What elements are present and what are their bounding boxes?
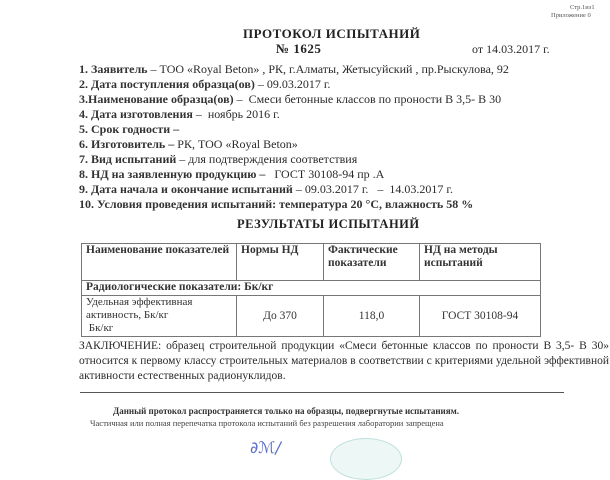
protocol-number: № 1625 xyxy=(276,41,322,56)
info-item-value: – ТОО «Royal Beton» , РК, г.Алматы, Жетысуйский , пр.Рыскулова, 92 xyxy=(147,62,509,76)
table-row xyxy=(82,296,541,337)
info-item xyxy=(79,152,357,167)
info-item xyxy=(79,182,453,197)
appendix-label: Приложение 0 xyxy=(551,12,591,19)
info-item-label: 6. Изготовитель – xyxy=(79,137,178,151)
col-header-norm: Нормы НД xyxy=(237,244,324,281)
signature: ∂ℳ/ xyxy=(250,438,281,457)
info-item-label: 2. Дата поступления образца(ов) xyxy=(79,77,255,91)
divider xyxy=(80,392,564,393)
table-header-row xyxy=(82,244,541,281)
info-item-label: 7. Вид испытаний xyxy=(79,152,177,166)
info-item-value: – ноябрь 2016 г. xyxy=(192,107,280,121)
document-title: ПРОТОКОЛ ИСПЫТАНИЙ xyxy=(243,26,421,41)
info-item-label: 5. Срок годности – xyxy=(79,122,180,136)
info-item-value: – 09.03.2017 г. – 14.03.2017 г. xyxy=(292,182,453,196)
section-row xyxy=(82,281,541,296)
info-item-value: РК, ТОО «Royal Beton» xyxy=(177,137,298,151)
info-item xyxy=(79,62,509,77)
col-header-method: НД на методы испытаний xyxy=(420,244,541,281)
cell-method: ГОСТ 30108-94 xyxy=(420,296,541,337)
indicator-line2: активность, Бк/кг xyxy=(86,309,169,321)
cell-actual: 118,0 xyxy=(324,296,420,337)
info-item-value: – Смеси бетонные классов по проности В 3,5- В 30 xyxy=(233,92,502,106)
info-item-label: 4. Дата изготовления xyxy=(79,107,193,121)
section-label: Радиологические показатели: Бк/кг xyxy=(82,281,541,296)
info-item-label: 1. Заявитель xyxy=(79,62,148,76)
info-item-value: – 09.03.2017 г. xyxy=(254,77,331,91)
cell-indicator-name xyxy=(82,296,237,337)
page-counter: Стр.1из1 xyxy=(570,4,595,11)
results-table xyxy=(81,243,541,337)
protocol-date: от 14.03.2017 г. xyxy=(472,42,550,56)
col-header-actual: Фактические показатели xyxy=(324,244,420,281)
indicator-line3: Бк/кг xyxy=(86,322,114,334)
info-item xyxy=(79,167,384,182)
info-item xyxy=(79,122,179,137)
info-item xyxy=(79,197,473,212)
info-item xyxy=(79,92,501,107)
info-item-label: 8. НД на заявленную продукцию – xyxy=(79,167,266,181)
info-item-label: 3.Наименование образца(ов) xyxy=(79,92,234,106)
footer-note: Частичная или полная перепечатка протокола испытаний без разрешения лаборатории запрещена xyxy=(90,418,444,428)
info-item xyxy=(79,107,280,122)
footer-note-bold: Данный протокол распространяется только на образцы, подвергнутые испытаниям. xyxy=(113,406,459,416)
cell-norm: До 370 xyxy=(237,296,324,337)
info-item-label: 10. Условия проведения испытаний: температура 20 °С, влажность 58 % xyxy=(79,197,474,211)
stamp xyxy=(330,438,402,480)
info-item-value: – для подтверждения соответствия xyxy=(176,152,358,166)
info-item xyxy=(79,77,330,92)
info-item-value: ГОСТ 30108-94 пр .А xyxy=(265,167,385,181)
conclusion-text: ЗАКЛЮЧЕНИЕ: образец строительной продукции «Смеси бетонные классов по проности В 3,5- В 30» относится к первому классу строительных материалов в соответствии с критериями удельной эффективной активности естественных радионуклидов. xyxy=(79,340,609,382)
col-header-name: Наименование показателей xyxy=(82,244,237,281)
info-item xyxy=(79,137,298,152)
indicator-line1: Удельная эффективная xyxy=(86,296,193,308)
info-item-label: 9. Дата начала и окончание испытаний xyxy=(79,182,293,196)
results-title: РЕЗУЛЬТАТЫ ИСПЫТАНИЙ xyxy=(237,217,420,231)
